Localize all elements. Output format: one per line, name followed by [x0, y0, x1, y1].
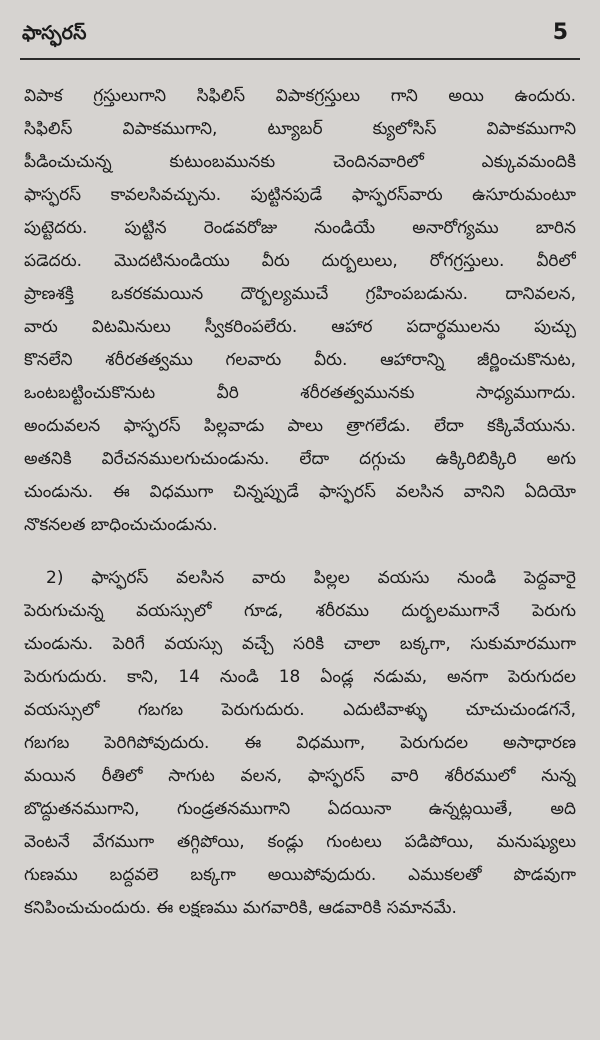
text-line: పుట్టెదరు. పుట్టిన రెండవరోజు నుండియే అనారోగ్యము బారిన [24, 218, 576, 238]
text-line: సిఫిలిస్ విపాకముగాని, ట్యూబర్ క్యులోసిస్ విపాకముగాని [24, 119, 576, 139]
page-header [14, 0, 586, 64]
text-line: కనిపించుచుందురు. ఈ లక్షణము మగవారికి, ఆడవారికి సమానమే. [24, 898, 457, 918]
text-line: పడెదరు. మొదటినుండియు వీరు దుర్బలులు, రోగగ్రస్తులు. వీరిలో [24, 251, 576, 271]
paragraph [24, 562, 576, 925]
text-line: చుండును. పెరిగే వయస్సు వచ్చే సరికి చాలా బక్కగా, సుకుమారముగా [24, 634, 576, 654]
paragraph [24, 80, 576, 542]
header-rule [20, 58, 580, 60]
text-line: అతనికి విరేచనములగుచుండును. లేదా దగ్గుచు ఉక్కిరిబిక్కిరి అగు [24, 449, 576, 469]
text-line: బొద్దుతనముగాని, గుండ్రతనముగాని ఏదయినా ఉన్నట్లయితే, అది [24, 799, 576, 819]
text-line: మయిన రీతిలో సాగుట వలన, ఫాస్ఫరస్ వారి శరీరములో నున్న [24, 766, 576, 786]
text-line: విపాక గ్రస్తులుగాని సిఫిలిస్ విపాకగ్రస్తులు గాని అయి ఉందురు. [24, 86, 576, 106]
text-line: ఒంటబట్టించుకొనుట వీరి శరీరతత్వమునకు సాధ్యముగాదు. [24, 383, 576, 403]
text-line: పీడించుచున్న కుటుంబమునకు చెందినవారిలో ఎక్కువమందికి [24, 152, 576, 172]
page-number: 5 [552, 20, 568, 45]
running-head: ఫాస్ఫరస్ [22, 22, 87, 44]
text-line: ఫాస్ఫరస్ కావలసివచ్చును. పుట్టినపుడే ఫాస్ఫరస్‌వారు ఉసూరుమంటూ [24, 185, 576, 205]
text-line: గబగబ పెరిగిపోవుదురు. ఈ విధముగా, పెరుగుదల అసాధారణ [24, 733, 576, 753]
text-line: పెరుగుచున్న వయస్సులో గూడ, శరీరము దుర్బలముగానే పెరుగు [24, 601, 576, 621]
text-line: ప్రాణశక్తి ఒకరకమయిన దౌర్బల్యముచే గ్రహింపబడును. దానివలన, [24, 284, 576, 304]
text-line: అందువలన ఫాస్ఫరస్ పిల్లవాడు పాలు త్రాగలేడు. లేదా కక్కివేయును. [24, 416, 576, 436]
text-line: పెరుగుదురు. కాని, 14 నుండి 18 ఏండ్ల నడుమ, అనగా పెరుగుదల [24, 667, 576, 687]
text-line: నొకనలత బాధించుచుండును. [24, 515, 218, 535]
text-line: వెంటనే వేగముగా తగ్గిపోయి, కండ్లు గుంటలు పడిపోయి, మనుష్యులు [24, 832, 576, 852]
text-line: వయస్సులో గబగబ పెరుగుదురు. ఎదుటివాళ్ళు చూచుచుండగనే, [24, 700, 576, 720]
text-line: గుణము బద్దవలె బక్కగా అయిపోవుదురు. ఎముకలతో పొడవుగా [24, 865, 576, 885]
text-line: కొనలేని శరీరతత్వము గలవారు వీరు. ఆహారాన్ని జీర్ణించుకొనుట, [24, 350, 576, 370]
text-line: 2) ఫాస్ఫరస్ వలసిన వారు పిల్లల వయసు నుండి పెద్దవారై [46, 568, 576, 588]
text-line: చుండును. ఈ విధముగా చిన్నప్పుడే ఫాస్ఫరస్ వలసిన వానిని ఏదియో [24, 482, 576, 502]
body-text [14, 64, 586, 925]
text-line: వారు విటమినులు స్వీకరింపలేరు. ఆహార పదార్థములను పుచ్చు [24, 317, 576, 337]
